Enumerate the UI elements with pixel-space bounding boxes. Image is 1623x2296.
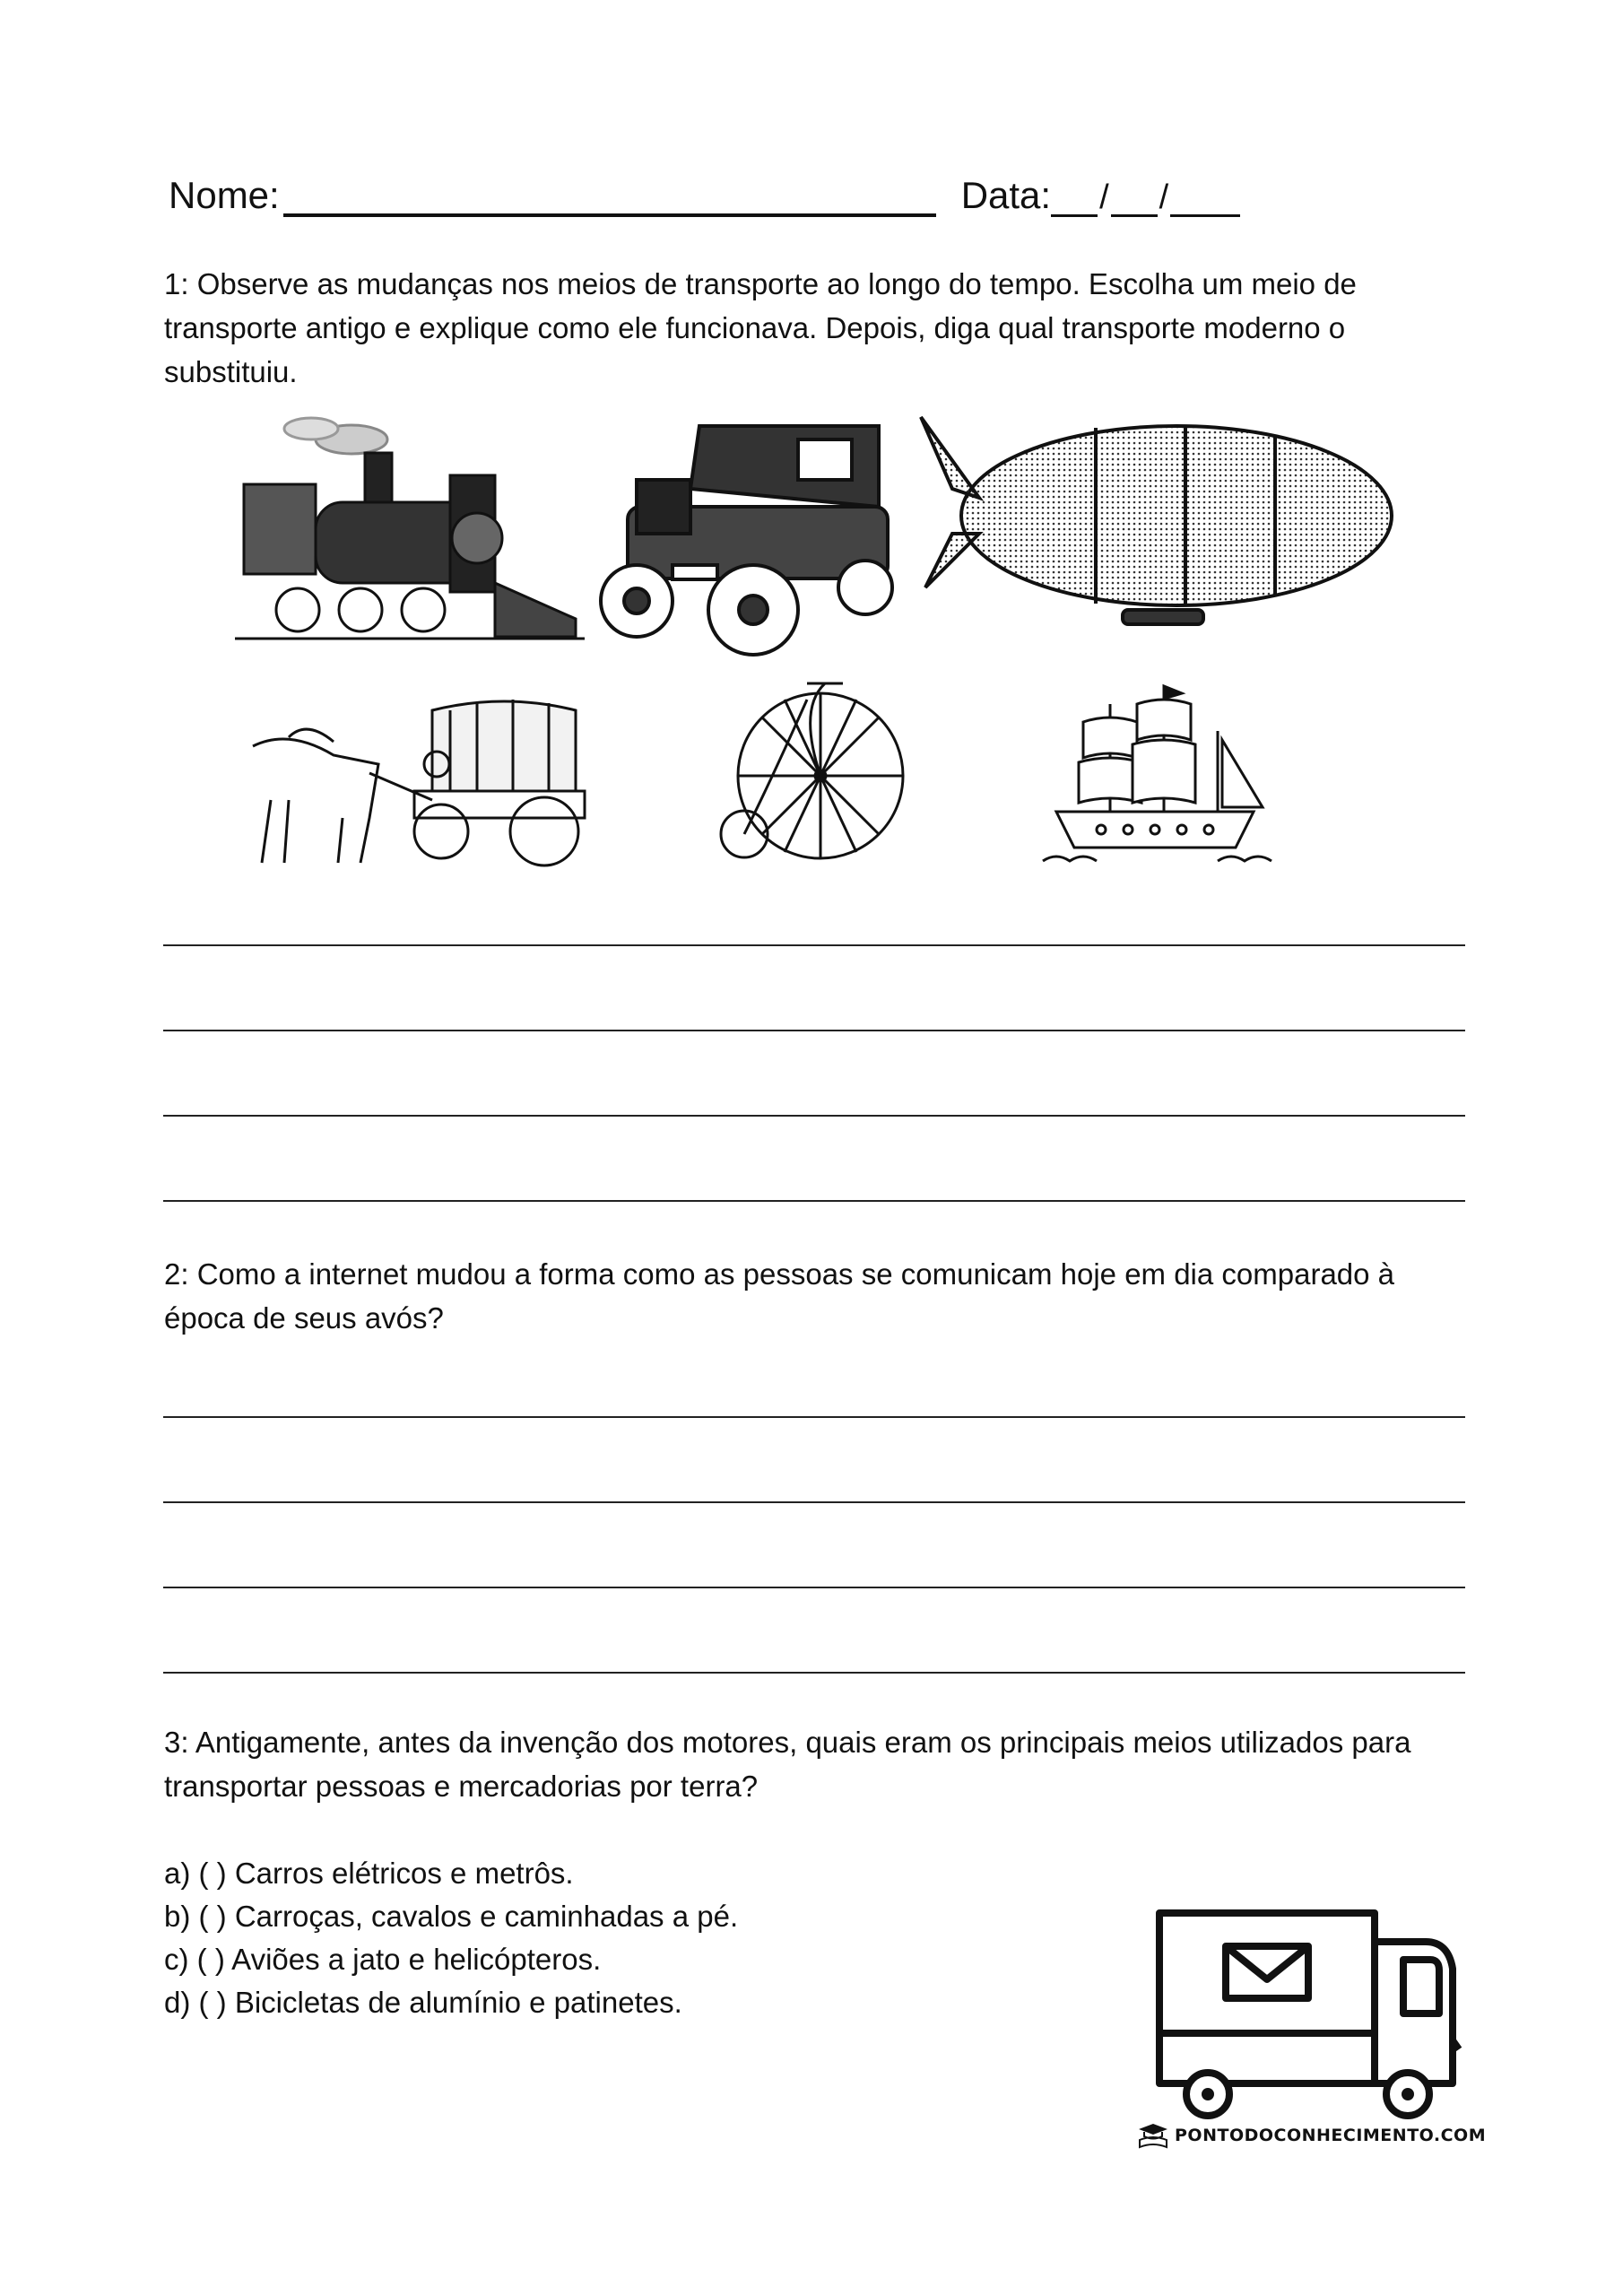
question-1-text: 1: Observe as mudanças nos meios de transporte ao longo do tempo. Escolha um meio de transporte antigo e explique como ele funcionava. Depois, diga qual transporte moderno o substituiu. (164, 267, 1357, 388)
header (169, 170, 1240, 217)
zeppelin-image (916, 408, 1401, 659)
date-year-field[interactable] (1170, 182, 1240, 217)
option-a[interactable]: a) ( ) Carros elétricos e metrôs. (164, 1857, 574, 1890)
vintage-car-image (592, 408, 897, 659)
answer-line[interactable] (163, 944, 1465, 946)
answer-line[interactable] (163, 1501, 1465, 1503)
graduation-book-icon (1137, 2122, 1169, 2149)
name-field[interactable] (283, 170, 936, 217)
answer-line[interactable] (163, 1200, 1465, 1202)
footer-logo (1137, 2122, 1486, 2149)
answer-line[interactable] (163, 1672, 1465, 1674)
name-label: Nome: (169, 174, 280, 216)
date-day-field[interactable] (1051, 182, 1098, 217)
steam-locomotive-image (235, 404, 589, 650)
question-3-text: 3: Antigamente, antes da invenção dos motores, quais eram os principais meios utilizados para transportar pessoas e mercadorias por terra? (164, 1726, 1411, 1803)
option-d[interactable]: d) ( ) Bicicletas de alumínio e patinetes. (164, 1986, 682, 2019)
answer-line[interactable] (163, 1030, 1465, 1031)
option-b[interactable]: b) ( ) Carroças, cavalos e caminhadas a pé. (164, 1900, 739, 1933)
date-separator: / (1159, 178, 1169, 216)
logo-text: PONTODOCONHECIMENTO.COM (1175, 2126, 1487, 2145)
question-2-text: 2: Como a internet mudou a forma como as pessoas se comunicam hoje em dia comparado à época de seus avós? (164, 1257, 1395, 1335)
date-separator: / (1099, 178, 1109, 216)
sailing-ship-image (1038, 677, 1280, 870)
date-label: Data: (960, 174, 1052, 216)
date-month-field[interactable] (1111, 182, 1158, 217)
answer-line[interactable] (163, 1587, 1465, 1588)
answer-line[interactable] (163, 1416, 1465, 1418)
option-c[interactable]: c) ( ) Aviões a jato e helicópteros. (164, 1943, 602, 1976)
horse-drawn-wagon-image (235, 692, 589, 872)
answer-line[interactable] (163, 1115, 1465, 1117)
penny-farthing-bicycle-image (708, 673, 906, 870)
delivery-truck-icon (1152, 1906, 1466, 2126)
